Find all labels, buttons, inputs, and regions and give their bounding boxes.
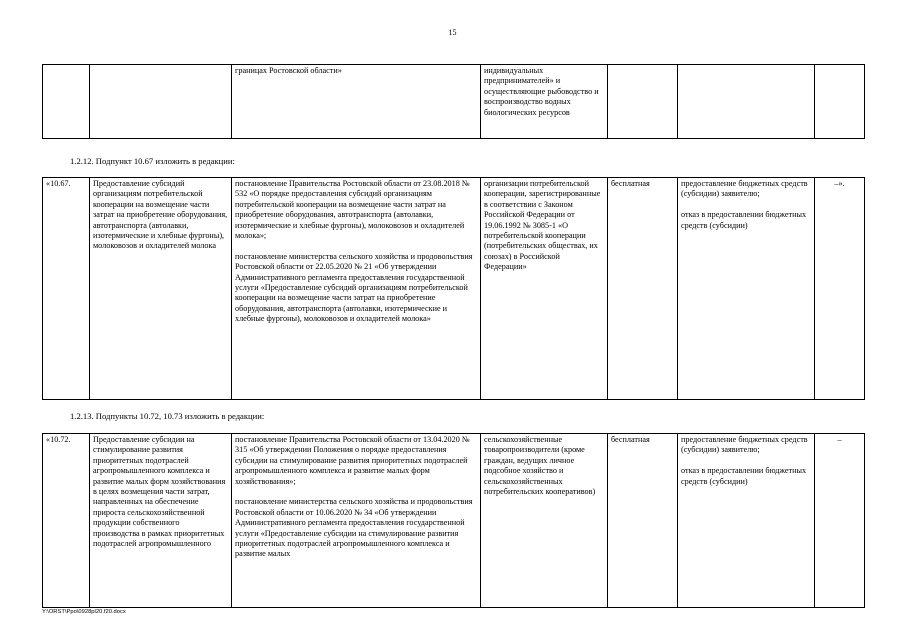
cell-result (678, 178, 815, 400)
page-number: 15 (448, 28, 457, 37)
footer-file-path: Y:\ORST\Ppo\0928pl20.f20.docx (42, 609, 126, 615)
instruction-text: 1.2.12. Подпункт 10.67 изложить в редакции: (70, 156, 235, 166)
cell-number: «10.67. (43, 178, 90, 400)
result-paragraph: предоставление бюджетных средств (субсидии) заявителю; (681, 179, 808, 199)
table-subitem-10-72 (42, 433, 865, 608)
result-paragraph: отказ в предоставлении бюджетных средств (субсидии) (681, 210, 807, 230)
cell-number (43, 65, 90, 139)
cell-end: –». (815, 178, 865, 400)
cell-recipients: индивидуальных предпринимателей» и осуществляющие рыбоводство и воспроизводство водных биологических ресурсов (481, 65, 608, 139)
cell-end (815, 65, 865, 139)
legal-basis-paragraph: постановление министерства сельского хозяйства и продовольствия Ростовской области от 22.05.2020 № 21 «Об утверждении Административного регламента предоставления государственной услуги «Предоставление субсидий организациям потребительской кооперации на возмещение части затрат на приобретение оборудования, автотранспорта (автолавки, изотермические и хлебные фургоны), молоковозов и охладителей молока» (235, 251, 473, 324)
cell-fee: бесплатная (608, 178, 678, 400)
legal-basis-paragraph: постановление Правительства Ростовской области от 23.08.2018 № 532 «О порядке предоставления субсидий организациям потребительской кооперации на возмещение части затрат на приобретение оборудования, автотранспорта (автолавки, изотермические и хлебные фургоны), молоковозов и охладителей молока»; (235, 179, 470, 241)
cell-legal-basis (232, 434, 481, 608)
cell-recipients: сельскохозяйственные товаропроизводители (кроме граждан, ведущих личное подсобное хозяйство и сельскохозяйственных потребительских кооперативов) (481, 434, 608, 608)
legal-basis-paragraph: постановление министерства сельского хозяйства и продовольствия Ростовской области от 10.06.2020 № 34 «Об утверждении Административного регламента предоставления государственной услуги «Предоставление субсидии на стимулирование развития приоритетных подотраслей агропромышленного комплекса и развитие малых (235, 497, 473, 559)
cell-recipients: организации потребительской кооперации, зарегистрированные в соответствии с Законом Российской Федерации от 19.06.1992 № 3085-1 «О потребительской кооперации (потребительских обществах, их союзах) в Российской Федерации» (481, 178, 608, 400)
cell-number: «10.72. (43, 434, 90, 608)
cell-fee: бесплатная (608, 434, 678, 608)
cell-service-name: Предоставление субсидий организациям потребительской кооперации на возмещение части затрат на приобретение оборудования, автотранспорта (автолавки, изотермические и хлебные фургоны), молоковозов и охладителей молока (90, 178, 232, 400)
table-row (43, 178, 865, 400)
table-subitem-10-67 (42, 177, 865, 400)
cell-service-name (90, 65, 232, 139)
table-row (43, 434, 865, 608)
cell-fee (608, 65, 678, 139)
instruction-text: 1.2.13. Подпункты 10.72, 10.73 изложить в редакции: (70, 411, 265, 421)
result-paragraph: отказ в предоставлении бюджетных средств (субсидии) (681, 466, 807, 486)
table-row (43, 65, 865, 139)
cell-service-name: Предоставление субсидии на стимулирование развития приоритетных подотраслей агропромышленного комплекса и развитие малых форм хозяйствования в целях возмещения части затрат, направленных на обеспечение прироста сельскохозяйственной продукции собственного производства в рамках приоритетных подотраслей агропромышленного (90, 434, 232, 608)
cell-result (678, 434, 815, 608)
cell-legal-basis (232, 178, 481, 400)
table-continuation (42, 64, 865, 139)
cell-result (678, 65, 815, 139)
result-paragraph: предоставление бюджетных средств (субсидии) заявителю; (681, 435, 808, 455)
legal-basis-paragraph: постановление Правительства Ростовской области от 13.04.2020 № 315 «Об утверждении Положения о порядке предоставления субсидии на стимулирование развития приоритетных подотраслей агропромышленного комплекса и развитие малых форм хозяйствования»; (235, 435, 470, 486)
cell-legal-basis: границах Ростовской области» (232, 65, 481, 139)
cell-end: – (815, 434, 865, 608)
